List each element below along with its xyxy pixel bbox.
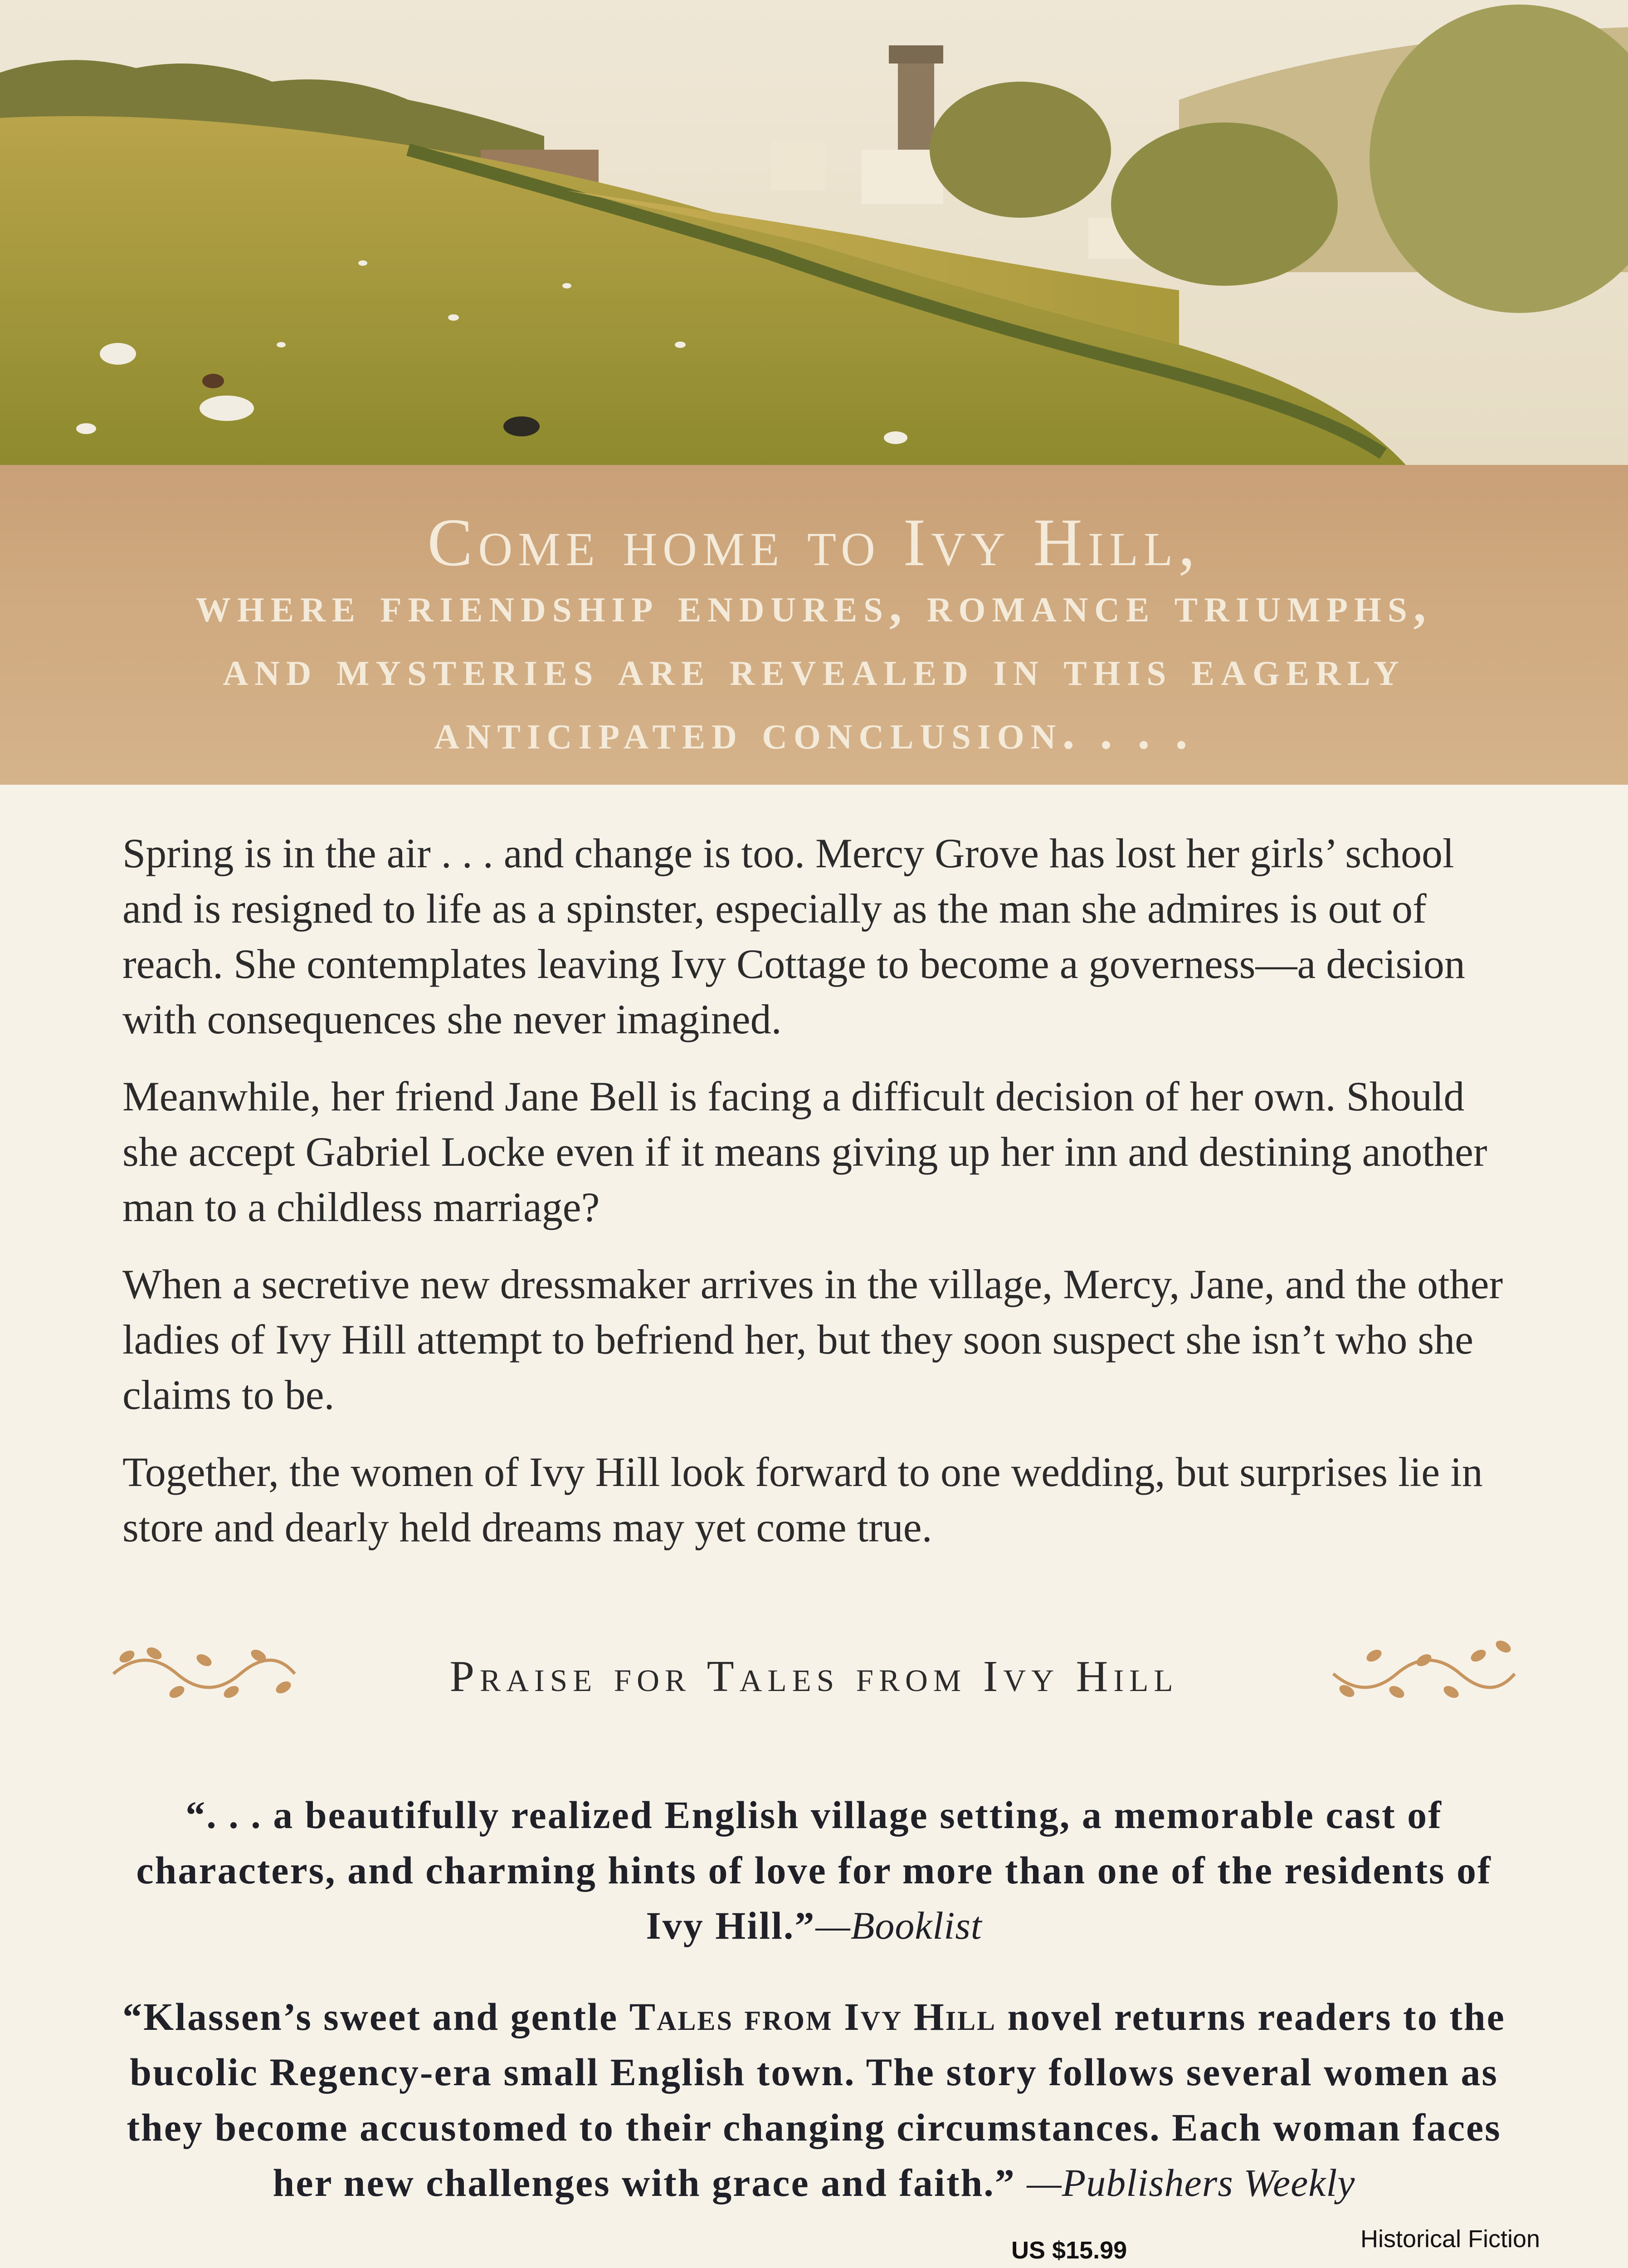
praise-header: [0, 1628, 1628, 1733]
review-quote-booklist: [104, 1787, 1524, 1953]
tagline-line-3: and mysteries are revealed in this eagerly: [223, 640, 1405, 696]
tagline-line-1: Come home to Ivy Hill,: [427, 505, 1201, 580]
tagline-line-2: where friendship endures, romance triumphs,: [195, 577, 1433, 632]
quote-text: “Klassen’s sweet and gentle: [122, 1995, 629, 2038]
synopsis-paragraph-2: Meanwhile, her friend Jane Bell is facing a difficult decision of her own. Should she accept Gabriel Locke even if it means giving up her inn and destining another man to a childless marriage?: [122, 1073, 1487, 1230]
synopsis-paragraph-3: When a secretive new dressmaker arrives in the village, Mercy, Jane, and the other ladies of Ivy Hill attempt to befriend her, but they soon suspect she isn’t who she claims to be.: [122, 1261, 1503, 1418]
quote-text: “. . . a beautifully realized English village setting, a memorable cast of characters, and charming hints of love for more than one of the residents of Ivy Hill.”: [136, 1793, 1492, 1947]
quote-text-continued: novel returns readers to the bucolic Regency-era small English town. The story follows several women as they become accustomed to their changing circumstances. Each woman faces her new challenges with grace and faith.”: [127, 1995, 1506, 2204]
review-quote-publishers-weekly: [104, 1989, 1524, 2210]
tagline-line-4: anticipated conclusion. . . .: [434, 704, 1194, 759]
synopsis: [122, 826, 1510, 1577]
cover-landscape-image: [0, 0, 1628, 465]
quote-source: —Booklist: [815, 1904, 982, 1947]
quote-source: —Publishers Weekly: [1027, 2161, 1355, 2204]
synopsis-paragraph-1: Spring is in the air . . . and change is too. Mercy Grove has lost her girls’ school and is resigned to life as a spinster, especially as the man she admires is out of reach. She contemplates leaving Ivy Cottage to become a governess—a decision with consequences she never imagined.: [122, 830, 1465, 1042]
tagline-band: [0, 465, 1628, 785]
vine-ornament-icon: [1329, 1628, 1519, 1721]
series-title: Tales from Ivy Hill: [629, 1995, 997, 2038]
category: Historical Fiction: [1360, 2225, 1540, 2253]
praise-heading: Praise for Tales from Ivy Hill: [449, 1652, 1179, 1701]
synopsis-paragraph-4: Together, the women of Ivy Hill look forward to one wedding, but surprises lie in store and dearly held dreams may yet come true.: [122, 1449, 1483, 1550]
price: US $15.99: [1011, 2237, 1127, 2264]
